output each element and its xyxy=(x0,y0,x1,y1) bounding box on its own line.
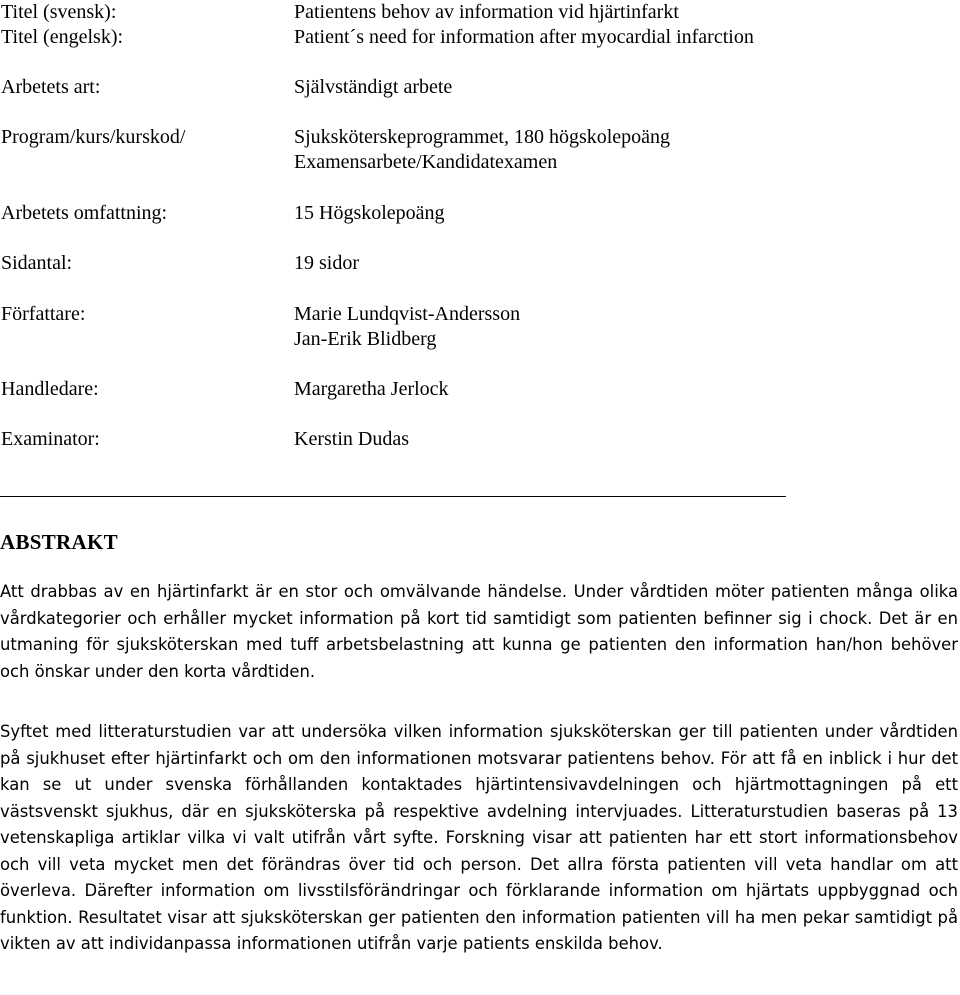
abstract-paragraph-1: Att drabbas av en hjärtinfarkt är en stor och omvälvande händelse. Under vårdtiden möter patienten många olika vårdkategorier och erhåller mycket information på kort tid samtidigt som patienten befinner sig i chock. Det är en utmaning för sjuksköterskan med tuff arbetsbelastning att kunna ge patienten den information han/hon behöver och önskar under den korta vårdtiden. xyxy=(0,582,958,681)
meta-value-title-swedish: Patientens behov av information vid hjärtinfarkt xyxy=(294,1,679,23)
horizontal-rule xyxy=(0,496,786,497)
meta-label-page-count: Sidantal: xyxy=(1,252,73,274)
meta-value-scope: 15 Högskolepoäng xyxy=(294,202,445,224)
meta-value-author-1: Marie Lundqvist-Andersson xyxy=(294,303,521,325)
meta-value-supervisor: Margaretha Jerlock xyxy=(294,378,449,400)
meta-value-work-type: Självständigt arbete xyxy=(294,76,453,98)
meta-value-title-english: Patient´s need for information after myocardial infarction xyxy=(294,26,754,48)
meta-value-author-2: Jan-Erik Blidberg xyxy=(294,328,437,350)
meta-label-examiner: Examinator: xyxy=(1,428,100,450)
meta-label-work-type: Arbetets art: xyxy=(1,76,101,98)
meta-value-program-course: Examensarbete/Kandidatexamen xyxy=(294,151,558,173)
abstract-heading: ABSTRAKT xyxy=(0,530,118,554)
meta-value-program: Sjuksköterskeprogrammet, 180 högskolepoäng xyxy=(294,126,671,148)
meta-value-page-count: 19 sidor xyxy=(294,252,359,274)
abstract-paragraph-2: Syftet med litteraturstudien var att undersöka vilken information sjuksköterskan ger till patienten under vårdtiden på sjukhuset efter hjärtinfarkt och om den informationen motsvarar patientens behov. För att få en inblick i hur det kan se ut under svenska förhållanden kontaktades hjärtintensivavdelningen och hjärtmottagningen på ett västsvenskt sjukhus, där en sjuksköterska på respektive avdelning intervjuades. Litteraturstudien baseras på 13 vetenskapliga artiklar vilka vi valt utifrån vårt syfte. Forskning visar att patienten har ett stort informationsbehov och vill veta mycket men det förändras över tid och person. Det allra första patienten vill veta handlar om att överleva. Därefter information om livsstilsförändringar och förklarande information om hjärtats uppbyggnad och funktion. Resultatet visar att sjuksköterskan ger patienten den information patienten vill ha men pekar samtidigt på vikten av att individanpassa informationen utifrån varje patients enskilda behov. xyxy=(0,722,958,953)
meta-label-authors: Författare: xyxy=(1,303,86,325)
meta-label-title-swedish: Titel (svensk): xyxy=(1,1,117,23)
meta-value-examiner: Kerstin Dudas xyxy=(294,428,409,450)
meta-label-scope: Arbetets omfattning: xyxy=(1,202,168,224)
meta-label-program: Program/kurs/kurskod/ xyxy=(1,126,186,148)
meta-label-supervisor: Handledare: xyxy=(1,378,99,400)
meta-label-title-english: Titel (engelsk): xyxy=(1,26,124,48)
